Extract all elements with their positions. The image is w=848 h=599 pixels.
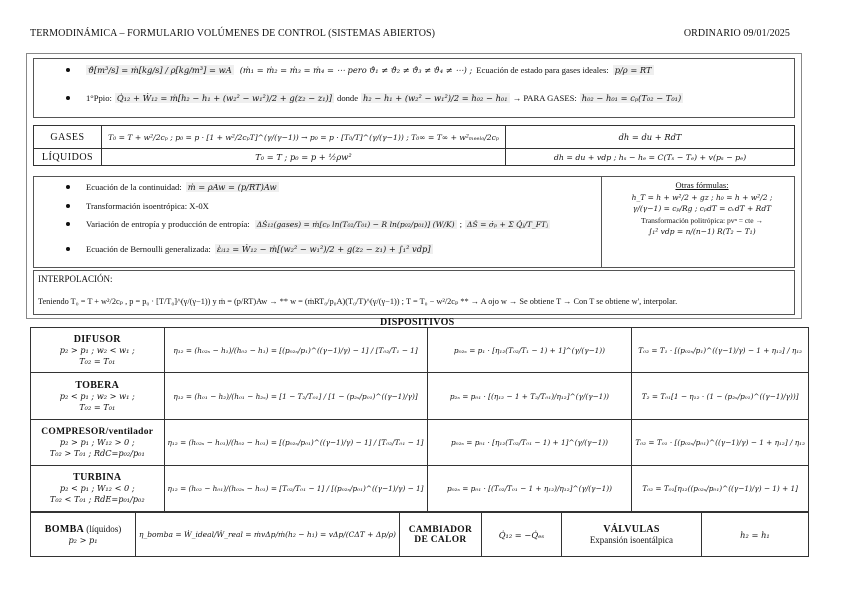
bullet-icon bbox=[66, 222, 70, 226]
efficiency-formula: η₁₂ = (h₀₂ − h₀₁)/(h₀₂ₛ − h₀₁) = [T₀₂/T₀₁ − 1] / [(p₀₂ₛ/p₀₁)^((γ−1)/γ) − 1] bbox=[164, 466, 427, 512]
other-formulas-title: Otras fórmulas: bbox=[675, 180, 729, 190]
stagnation-enthalpy-formula: h₂ − h₁ + (w₂² − w₁²)/2 = h₀₂ − h₀₁ bbox=[363, 93, 508, 103]
device-cell bbox=[31, 466, 165, 512]
continuity-label: Ecuación de la continuidad: bbox=[86, 182, 182, 192]
other-formulas bbox=[604, 180, 800, 238]
state-equation-formula: p/ρ = RT bbox=[614, 65, 652, 75]
pressure-formula: p₀₂ₛ = p₁ · [η₁₂(T₀₂/T₁ − 1) + 1]^(γ/(γ−1)) bbox=[427, 328, 632, 373]
device-condition: p₂ > p₁ ; W₁₂ > 0 ; bbox=[59, 436, 135, 447]
other-formula-line: Transformación politrópica: pvⁿ = cte → bbox=[641, 215, 763, 225]
bullet-icon bbox=[66, 247, 70, 251]
device-name: TURBINA bbox=[73, 472, 122, 483]
liquids-row bbox=[34, 149, 795, 166]
bullet-icon bbox=[66, 185, 70, 189]
liquids-label: LÍQUIDOS bbox=[34, 149, 102, 166]
bernoulli-label: Ecuación de Bernoulli generalizada: bbox=[86, 244, 211, 254]
device-name: DIFUSOR bbox=[73, 333, 121, 345]
devices-bottom-table bbox=[30, 512, 809, 557]
gases-stagnation-formula: T₀ = T + w²/2cₚ ; p₀ = p · [1 + w²/2cₚT]^(γ/(γ−1)) → p₀ = p · [T₀/T]^(γ/(γ−1)) ; T₀∞ = T∞ + w²ₘₑₑₗₒ/2cₚ bbox=[102, 126, 506, 149]
device-name: TOBERA bbox=[75, 379, 120, 391]
devices-title: DISPOSITIVOS bbox=[380, 317, 455, 328]
other-formula-line: γ/(γ−1) = cₚ/Rg ; cₚdT = cᵥdT + RdT bbox=[632, 204, 772, 213]
gases-label: GASES bbox=[34, 126, 102, 149]
valve-note: Expansión isoentálpica bbox=[589, 535, 674, 545]
valve-cell bbox=[561, 513, 701, 557]
bernoulli-formula: ε̇ᵢ₁₂ = Ẇ₁₂ − ṁ[(w₂² − w₁²)/2 + g(z₂ − z₁) + ∫₁² vdp] bbox=[216, 244, 431, 254]
donde-text: donde bbox=[337, 93, 359, 103]
interpolation-box bbox=[33, 270, 795, 315]
valve-name: VÁLVULAS bbox=[603, 524, 660, 535]
temperature-formula: T₀₂ = T₀₁[η₁₂((p₀₂ₛ/p₀₁)^((γ−1)/γ) − 1) + 1] bbox=[632, 466, 809, 512]
device-row-compresor bbox=[31, 420, 809, 466]
bullet-icon bbox=[66, 68, 70, 72]
pump-note: (líquidos) bbox=[86, 523, 122, 534]
pressure-formula: p₀₂ₛ = p₀₁ · [η₁₂(T₀₂/T₀₁ − 1) + 1]^(γ/(γ−1)) bbox=[427, 420, 632, 466]
device-row-bottom bbox=[31, 513, 809, 557]
pressure-formula: p₂ₛ = p₀₁ · [(η₁₂ − 1 + T₂/T₀₁)/η₁₂]^(γ/(γ−1)) bbox=[427, 373, 632, 420]
volume-flow-formula: ϑ̇[m³/s] = ṁ[kg/s] / ρ[kg/m³] = wA bbox=[88, 65, 232, 75]
state-equation-label: Ecuación de estado para gases ideales: bbox=[476, 65, 609, 75]
liquids-enthalpy-relation: dh = du + vdp ; hₛ − hₑ = C(Tₛ − Tₑ) + v(pₛ − pₑ) bbox=[506, 149, 795, 166]
device-condition: T₀₂ > T₀₁ ; RdC=p₀₂/p₀₁ bbox=[49, 447, 145, 458]
liquids-stagnation-formula: T₀ = T ; p₀ = p + ½ρw² bbox=[102, 149, 506, 166]
entropy-production-formula: ΔṠ = σ̇ₚ + Σ Q̇ⱼ/T_FTⱼ bbox=[467, 219, 549, 229]
device-row-tobera bbox=[31, 373, 809, 420]
device-cell bbox=[31, 373, 165, 420]
gases-enthalpy-formula: h₀₂ − h₀₁ = cₚ(T₀₂ − T₀₁) bbox=[581, 93, 682, 103]
device-row-turbina bbox=[31, 466, 809, 512]
efficiency-formula: η₁₂ = (h₀₂ₛ − h₀₁)/(h₀₂ − h₀₁) = [(p₀₂ₛ/p₀₁)^((γ−1)/γ) − 1] / [T₀₂/T₀₁ − 1] bbox=[164, 420, 427, 466]
temperature-formula: T₀₂ = T₁ · [(p₀₂ₛ/p₁)^((γ−1)/γ) − 1 + η₁₂] / η₁₂ bbox=[632, 328, 809, 373]
device-condition: p₂ < p₁ ; w₂ > w₁ ; bbox=[59, 390, 135, 401]
device-condition: p₂ > p₁ ; w₂ < w₁ ; bbox=[59, 344, 135, 355]
entropy-variation-formula: ΔṠ₁₂(gases) = ṁ[cₚ ln(T₀₂/T₀₁) − R ln(p₀₂/p₀₁)] (W/K) bbox=[256, 219, 455, 229]
bullet-icon bbox=[66, 204, 70, 208]
device-condition: T₀₂ = T₀₁ bbox=[79, 355, 116, 366]
bernoulli-item bbox=[66, 244, 433, 254]
intro-bullet-1 bbox=[66, 65, 654, 75]
device-cell bbox=[31, 328, 165, 373]
other-formula-line: h_T = h + w²/2 + gz ; h₀ = h + w²/2 ; bbox=[631, 192, 773, 202]
device-name: COMPRESOR/ventilador bbox=[41, 426, 154, 437]
entropy-label: Variación de entropía y producción de entropía: bbox=[86, 219, 250, 229]
pressure-formula: p₀₂ₛ = p₀₁ · [(T₀₂/T₀₁ − 1 + η₁₂)/η₁₂]^(γ/(γ−1)) bbox=[427, 466, 632, 512]
intro-box bbox=[33, 58, 795, 118]
gases-enthalpy-relation: dh = du + RdT bbox=[506, 126, 795, 149]
device-cell bbox=[31, 420, 165, 466]
pump-name: BOMBA bbox=[44, 523, 85, 535]
gases-arrow-label: → PARA GASES: bbox=[512, 93, 577, 103]
first-law-formula: Q̇₁₂ + Ẇ₁₂ = ṁ[h₂ − h₁ + (w₂² − w₁²)/2 + g(z₂ − z₁)] bbox=[116, 93, 333, 103]
first-law-label: 1°Ppio: bbox=[86, 93, 112, 103]
device-condition: p₂ < p₁ ; W₁₂ < 0 ; bbox=[59, 483, 135, 493]
device-row-difusor bbox=[31, 328, 809, 373]
intro-bullet-2 bbox=[66, 93, 683, 103]
interpolation-title: INTERPOLACIÓN: bbox=[38, 274, 113, 284]
device-condition: T₀₂ = T₀₁ bbox=[79, 401, 116, 412]
page-header bbox=[30, 28, 790, 39]
valve-formula: h₂ = h₁ bbox=[701, 513, 808, 557]
efficiency-formula: η₁₂ = (h₀₁ − h₂)/(h₀₁ − h₂ₛ) = [1 − T₂/T₀₁] / [1 − (p₂ₛ/p₀₁)^((γ−1)/γ)] bbox=[164, 373, 427, 420]
equations-divider bbox=[601, 177, 602, 267]
interpolation-text: Teniendo T₀ = T + w²/2cₚ , p = p₀ · [T/T₀]^(γ/(γ−1)) y ṁ = (p/RT)Aw → ** w = (ṁRT₀/p₀A)(T₀/T)^(γ/(γ−1)) ; T = T₀ − w²/2cₚ ** → A ojo w → Se obtiene T → Con T se obtiene w', interpolar. bbox=[38, 297, 678, 306]
exam-date: ORDINARIO 09/01/2025 bbox=[683, 28, 790, 39]
heat-exchanger-formula: Q̇₁₂ = −Q̇ₑₛ bbox=[481, 513, 561, 557]
stagnation-table bbox=[33, 125, 795, 166]
document-title: TERMODINÁMICA – FORMULARIO VOLÚMENES DE CONTROL (SISTEMAS ABIERTOS) bbox=[30, 28, 436, 39]
other-formula-line: ∫₁² vdp = n/(n−1) R(T₂ − T₁) bbox=[648, 227, 756, 236]
entropy-item: Variación de entropía y producción de entropía: ΔṠ₁₂(gases) = ṁ[cₚ ln(T₀₂/T₀₁) − R ln(p₀₂/p₀₁)] (W/K) ; ΔṠ = σ̇ₚ + Σ Q̇ⱼ/T_FTⱼ bbox=[66, 219, 550, 229]
continuity-item bbox=[66, 182, 279, 192]
device-condition: T₀₂ < T₀₁ ; RdE=p₀₁/p₀₂ bbox=[49, 494, 145, 504]
bullet-icon bbox=[66, 96, 70, 100]
mass-flow-note: (ṁ₁ = ṁ₂ = ṁ₃ = ṁ₄ = ⋯ pero ϑ̇₁ ≠ ϑ̇₂ ≠ ϑ̇₃ ≠ ϑ̇₄ ≠ ⋯) ; bbox=[239, 65, 473, 75]
pump-cell bbox=[31, 513, 136, 557]
efficiency-formula: η₁₂ = (h₀₂ₛ − h₁)/(h₀₂ − h₁) = [(p₀₂ₛ/p₁)^((γ−1)/γ) − 1] / [T₀₂/T₁ − 1] bbox=[164, 328, 427, 373]
pump-condition: p₂ > p₁ bbox=[68, 534, 98, 545]
temperature-formula: T₂ = T₀₁[1 − η₁₂ · (1 − (p₂ₛ/p₀₁)^((γ−1)/γ))] bbox=[632, 373, 809, 420]
isentropic-label: Transformación isoentrópica: X-0X bbox=[86, 201, 209, 211]
continuity-formula: ṁ = ρAw = (p/RT)Aw bbox=[187, 182, 277, 192]
temperature-formula: T₀₂ = T₀₁ · [(p₀₂ₛ/p₀₁)^((γ−1)/γ) − 1 + η₁₂] / η₁₂ bbox=[632, 420, 809, 466]
gases-row bbox=[34, 126, 795, 149]
isentropic-item bbox=[66, 201, 209, 211]
devices-table bbox=[30, 327, 809, 512]
heat-exchanger-name: CAMBIADOR DE CALOR bbox=[399, 513, 481, 557]
pump-efficiency-formula: η_bomba = Ẇ_ideal/Ẇ_real = ṁvΔp/ṁ(h₂ − h₁) = vΔp/(CΔT + Δp/ρ) bbox=[136, 513, 400, 557]
